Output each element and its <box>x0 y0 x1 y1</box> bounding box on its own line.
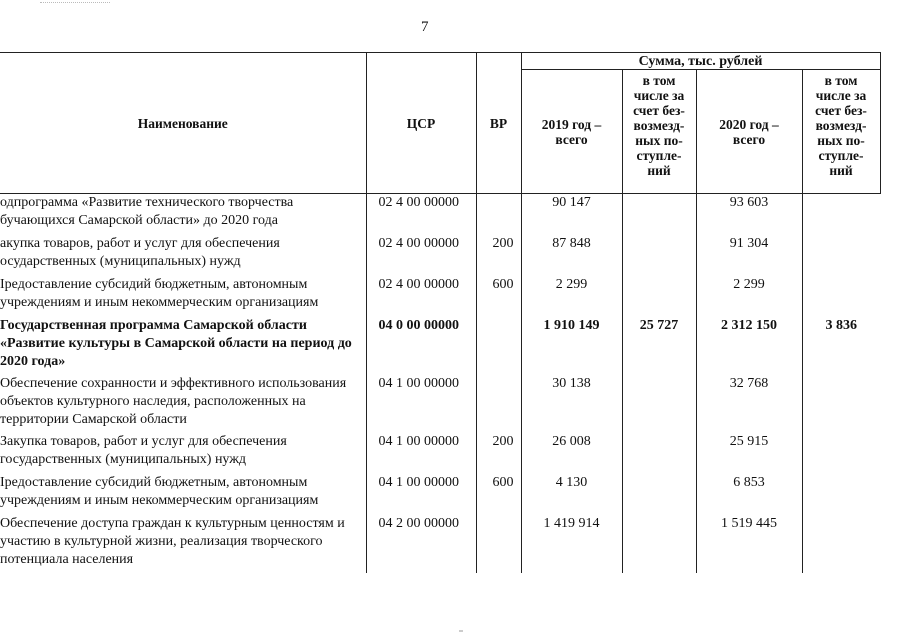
table-row <box>0 235 880 276</box>
table-row <box>0 515 880 573</box>
row-2019-total: 87 848 <box>521 235 622 276</box>
row-2020-total: 2 299 <box>696 276 802 317</box>
header-2020-total: 2020 год – всего <box>696 70 802 194</box>
row-2020-total: 2 312 150 <box>696 317 802 375</box>
header-sum-group: Сумма, тыс. рублей <box>521 53 880 70</box>
row-csr: 04 1 00 00000 <box>366 375 476 433</box>
row-2020-grants <box>802 235 880 276</box>
row-2020-grants <box>802 375 880 433</box>
page-number: 7 <box>421 19 429 35</box>
row-2019-total: 1 419 914 <box>521 515 622 573</box>
row-2019-total: 2 299 <box>521 276 622 317</box>
row-2019-total: 4 130 <box>521 474 622 515</box>
row-2019-grants <box>622 276 696 317</box>
row-name: Обеспечение доступа граждан к культурным ценностям и участию в культурной жизни, реализация творческого потенциала населения <box>0 515 366 573</box>
row-vr: 600 <box>476 276 521 317</box>
row-2020-total: 32 768 <box>696 375 802 433</box>
row-2019-grants <box>622 235 696 276</box>
row-name: Обеспечение сохранности и эффективного использования объектов культурного наследия, расположенных на территории Самарской области <box>0 375 366 433</box>
scan-artifact <box>40 2 110 9</box>
row-2020-total: 25 915 <box>696 433 802 474</box>
row-2020-grants <box>802 194 880 235</box>
row-2020-total: 1 519 445 <box>696 515 802 573</box>
scan-artifact <box>459 630 463 632</box>
row-2020-grants <box>802 474 880 515</box>
row-csr: 04 1 00 00000 <box>366 433 476 474</box>
row-csr: 04 2 00 00000 <box>366 515 476 573</box>
row-2019-total: 1 910 149 <box>521 317 622 375</box>
row-vr <box>476 194 521 235</box>
row-vr <box>476 375 521 433</box>
row-2019-total: 26 008 <box>521 433 622 474</box>
row-2019-grants <box>622 474 696 515</box>
header-vr: ВР <box>476 53 521 194</box>
row-vr: 600 <box>476 474 521 515</box>
row-2020-total: 6 853 <box>696 474 802 515</box>
header-2019-total: 2019 год – всего <box>521 70 622 194</box>
table-row <box>0 375 880 433</box>
row-name: Іредоставление субсидий бюджетным, автономным учреждениям и иным некоммерческим организациям <box>0 276 366 317</box>
row-2019-grants <box>622 515 696 573</box>
row-2020-grants <box>802 276 880 317</box>
header-csr: ЦСР <box>366 53 476 194</box>
row-2020-total: 91 304 <box>696 235 802 276</box>
row-csr: 02 4 00 00000 <box>366 235 476 276</box>
row-csr: 02 4 00 00000 <box>366 194 476 235</box>
table-row <box>0 474 880 515</box>
row-csr: 04 0 00 00000 <box>366 317 476 375</box>
budget-table <box>0 52 881 573</box>
row-name: акупка товаров, работ и услуг для обеспечения осударственных (муниципальных) нужд <box>0 235 366 276</box>
row-2019-grants: 25 727 <box>622 317 696 375</box>
row-2019-grants <box>622 375 696 433</box>
header-2020-grants: в том числе за счет без-возмезд-ных по-ступле-ний <box>802 70 880 194</box>
row-2019-total: 30 138 <box>521 375 622 433</box>
table-row <box>0 276 880 317</box>
row-2019-total: 90 147 <box>521 194 622 235</box>
row-vr: 200 <box>476 235 521 276</box>
row-vr: 200 <box>476 433 521 474</box>
row-csr: 02 4 00 00000 <box>366 276 476 317</box>
row-2019-grants <box>622 194 696 235</box>
table-row <box>0 194 880 235</box>
row-name: одпрограмма «Развитие технического творчества бучающихся Самарской области» до 2020 года <box>0 194 366 235</box>
row-2020-grants: 3 836 <box>825 317 858 333</box>
row-name: Іредоставление субсидий бюджетным, автономным учреждениям и иным некоммерческим организациям <box>0 474 366 515</box>
row-2020-grants <box>802 433 880 474</box>
row-csr: 04 1 00 00000 <box>366 474 476 515</box>
header-name: Наименование <box>0 53 366 194</box>
table-row <box>0 433 880 474</box>
header-2019-grants: в том числе за счет без-возмезд-ных по-ступле-ний <box>622 70 696 194</box>
row-vr <box>476 515 521 573</box>
row-name: Закупка товаров, работ и услуг для обеспечения государственных (муниципальных) нужд <box>0 433 366 474</box>
row-2020-grants <box>802 515 880 573</box>
row-vr <box>476 317 521 375</box>
row-2019-grants <box>622 433 696 474</box>
table-row <box>0 317 880 375</box>
row-2020-total: 93 603 <box>696 194 802 235</box>
row-name: Государственная программа Самарской области «Развитие культуры в Самарской области на период до 2020 года» <box>0 317 366 375</box>
